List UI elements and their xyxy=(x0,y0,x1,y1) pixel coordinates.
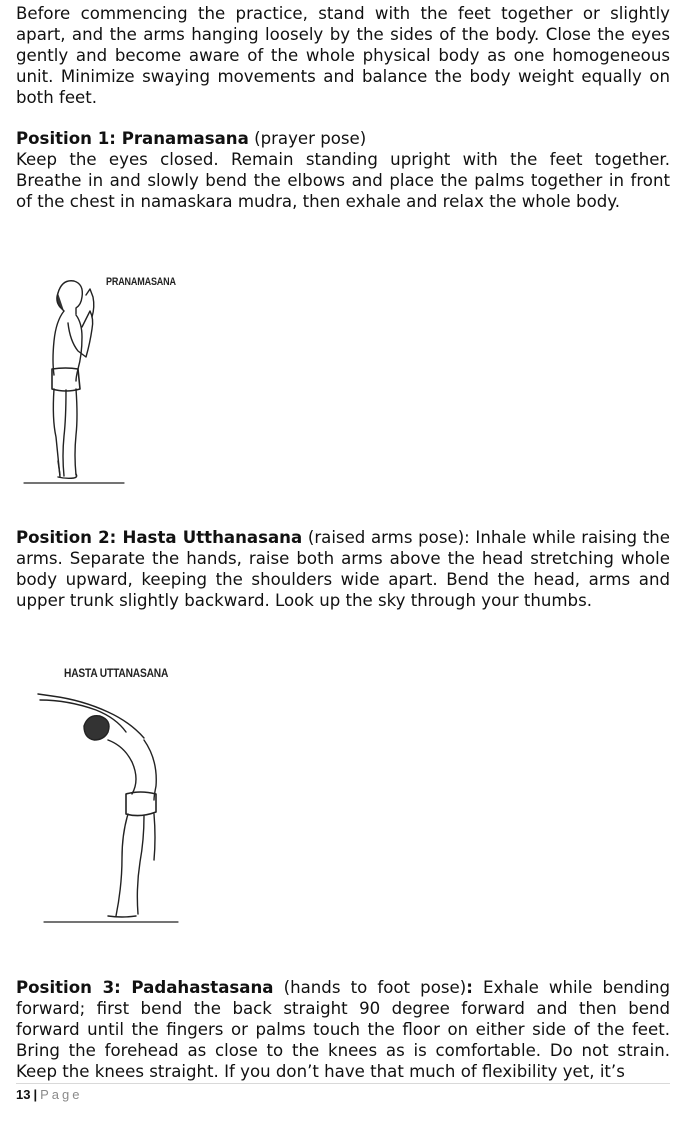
position-2-gloss: (raised arms pose): Inhale while raising the arms. Separate the hands, raise both arms above the head stretching whole body upward, keeping the shoulders wide apart. Bend the head, arms and upper trunk slightly backward. Look up the sky through your thumbs. xyxy=(16,528,670,610)
standing-prayer-figure-illustration-icon xyxy=(0,265,220,490)
position-3-body: Exhale while bending forward; first bend the back straight 90 degree forward and then bend forward until the fingers or palms touch the floor on either side of the feet. Bring the forehead as close to the knees as is comfortable. Do not strain. Keep the knees straight. If you don’t have that much of flexibility yet, it’s xyxy=(16,978,671,1081)
hasta-uttanasana-figure xyxy=(0,656,220,936)
position-1-heading: Position 1: Pranamasana xyxy=(16,129,249,148)
pranamasana-figure xyxy=(0,265,220,490)
backward-bend-figure-illustration-icon xyxy=(0,656,220,936)
position-1-gloss: (prayer pose) xyxy=(248,129,367,148)
page-number: 13 xyxy=(16,1087,31,1102)
footer-divider xyxy=(16,1083,670,1084)
position-1-section xyxy=(16,129,670,213)
page-word: Page xyxy=(40,1087,83,1102)
position-3-colon: : xyxy=(466,978,473,997)
position-3-heading: Position 3: Padahastasana xyxy=(16,978,274,997)
intro-paragraph: Before commencing the practice, stand with the feet together or slightly apart, and the arms hanging loosely by the sides of the body. Close the eyes gently and become aware of the whole physical body as one homogeneous unit. Minimize swaying movements and balance the body weight equally on both feet. xyxy=(16,4,670,107)
position-1-body: Keep the eyes closed. Remain standing upright with the feet together. Breathe in and slowly bend the elbows and place the palms together in front of the chest in namaskara mudra, then exhale and relax the whole body. xyxy=(16,149,670,211)
pranamasana-figure-label: PRANAMASANA xyxy=(106,276,176,288)
position-3-section xyxy=(16,978,670,1083)
position-3-gloss: (hands to foot pose) xyxy=(273,978,467,997)
footer-separator: | xyxy=(33,1087,38,1102)
position-2-heading: Position 2: Hasta Utthanasana xyxy=(16,528,303,547)
hasta-uttanasana-figure-label: HASTA UTTANASANA xyxy=(64,666,169,680)
position-2-section xyxy=(16,528,670,612)
page-footer xyxy=(16,1087,82,1102)
